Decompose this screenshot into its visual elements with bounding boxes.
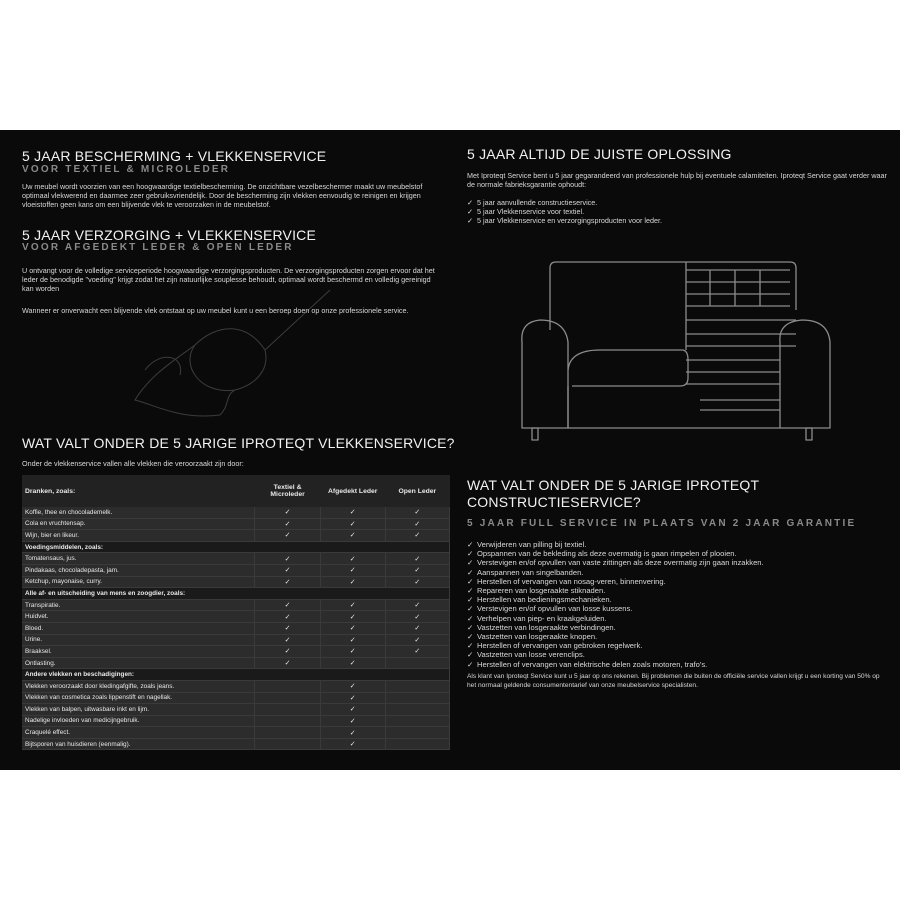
check-icon: ✓ [467, 540, 474, 549]
check-icon: ✓ [320, 599, 385, 611]
check-icon: ✓ [385, 518, 449, 530]
table-header-cell: Afgedekt Leder [320, 475, 385, 507]
right-sec1-list [467, 198, 662, 225]
list-item [467, 558, 764, 567]
check-icon: ✓ [255, 646, 320, 658]
table-cell-empty [385, 680, 449, 692]
check-icon: ✓ [467, 622, 474, 632]
check-icon: ✓ [320, 553, 385, 565]
list-item [467, 614, 764, 623]
table-cell-label: Vlekken veroorzaakt door kledingafgifte, zoals jeans. [22, 680, 255, 692]
sec3-intro: Onder de vlekkenservice vallen alle vlekken die veroorzaakt zijn door: [22, 459, 244, 468]
check-icon: ✓ [320, 518, 385, 530]
check-icon: ✓ [320, 507, 385, 518]
table-cell-label: Transpiratie. [22, 599, 255, 611]
table-cell-empty [255, 738, 320, 750]
sec1-title: 5 JAAR BESCHERMING + VLEKKENSERVICE [22, 148, 327, 164]
check-icon: ✓ [320, 715, 385, 727]
list-item: ✓ 5 jaar Vlekkenservice voor textiel. [467, 207, 585, 216]
table-row [22, 727, 450, 739]
table-row [22, 553, 450, 565]
sec1-body: Uw meubel wordt voorzien van een hoogwaardige textielbescherming. De onzichtbare vezelbeschermer maakt uw meubelstof optimaal vlekwerend en daarmee zeer gebruiksvriendelijk. Door de bescherming zijn vlekken eenvoudig te reinigen en krijgen vloeistoffen geen kans om een blijvende vlek te veroorzaken in de meubelstof. [22, 182, 423, 209]
table-row [22, 715, 450, 727]
list-item-text: Herstellen of vervangen van elektrische delen zoals motoren, trafo's. [477, 659, 708, 669]
list-item [467, 577, 764, 586]
table-header-row [22, 475, 450, 507]
table-category-row [22, 669, 450, 681]
table-category-label: Voedingsmiddelen, zoals: [22, 541, 450, 553]
check-icon: ✓ [385, 507, 449, 518]
table-row [22, 611, 450, 623]
table-category-row [22, 588, 450, 600]
table-header-cell: Textiel & Microleder [255, 475, 320, 507]
check-icon: ✓ [385, 611, 449, 623]
table-category-label: Andere vlekken en beschadigingen: [22, 669, 450, 681]
check-icon: ✓ [467, 216, 474, 225]
check-icon: ✓ [320, 692, 385, 704]
check-icon: ✓ [320, 530, 385, 542]
table-cell-label: Urine. [22, 634, 255, 646]
list-item-text: Vastzetten van losgeraakte knopen. [477, 632, 598, 642]
check-icon: ✓ [467, 650, 474, 660]
list-item [467, 568, 764, 577]
stain-coverage-table [22, 475, 450, 750]
check-icon: ✓ [385, 634, 449, 646]
table-row [22, 738, 450, 750]
list-item-text: Herstellen of vervangen van nosag-veren, binnenvering. [477, 576, 666, 586]
list-item-text: Verwijderen van pilling bij textiel. [477, 540, 587, 549]
sec1-subtitle: VOOR TEXTIEL & MICROLEDER [22, 164, 231, 175]
list-item-text: Repareren van losgeraakte stiknaden. [477, 586, 606, 596]
table-row [22, 646, 450, 658]
table-cell-label: Wijn, bier en likeur. [22, 530, 255, 542]
table-row [22, 576, 450, 588]
list-item [467, 540, 764, 549]
list-item-text: Verstevigen en/of opvullen van losse kussens. [477, 604, 633, 614]
check-icon: ✓ [320, 704, 385, 716]
sec2-body1: U ontvangt voor de volledige serviceperiode hoogwaardige verzorgingsproducten. De verzorgingsproducten zorgen ervoor dat het leder de benodigde "voeding" krijgt zodat het zijn natuurlijke souplesse behoudt, optimaal wordt beschermd en volledig gereinigd kan worden [22, 266, 435, 293]
table-category-row [22, 541, 450, 553]
table-row [22, 530, 450, 542]
table-row [22, 564, 450, 576]
check-icon: ✓ [320, 738, 385, 750]
check-icon: ✓ [255, 507, 320, 518]
check-icon: ✓ [320, 622, 385, 634]
check-icon: ✓ [255, 553, 320, 565]
check-icon: ✓ [255, 530, 320, 542]
table-cell-label: Pindakaas, chocoladepasta, jam. [22, 564, 255, 576]
check-icon: ✓ [255, 657, 320, 669]
table-header-cell: Dranken, zoals: [22, 475, 255, 507]
table-row [22, 657, 450, 669]
table-cell-label: Huidvet. [22, 611, 255, 623]
check-icon: ✓ [467, 198, 474, 207]
check-icon: ✓ [467, 641, 474, 651]
check-icon: ✓ [320, 564, 385, 576]
table-cell-label: Braaksel. [22, 646, 255, 658]
check-icon: ✓ [467, 613, 474, 623]
list-item-text: Herstellen van bedieningsmechanieken. [477, 595, 612, 605]
table-cell-label: Cola en vruchtensap. [22, 518, 255, 530]
check-icon: ✓ [467, 558, 474, 568]
check-icon: ✓ [385, 530, 449, 542]
check-icon: ✓ [255, 518, 320, 530]
table-cell-label: Vlekken van cosmetica zoals lippenstift en nagellak. [22, 692, 255, 704]
sec2-title: 5 JAAR VERZORGING + VLEKKENSERVICE [22, 227, 317, 243]
table-cell-label: Craquelé effect. [22, 727, 255, 739]
check-icon: ✓ [255, 564, 320, 576]
check-icon: ✓ [385, 646, 449, 658]
check-icon: ✓ [467, 576, 474, 586]
table-cell-label: Tomatensaus, jus. [22, 553, 255, 565]
table-row [22, 507, 450, 518]
right-sec2-title-line1: WAT VALT ONDER DE 5 JARIGE IPROTEQT [467, 477, 760, 493]
table-cell-label: Vlekken van balpen, uitwasbare inkt en lijm. [22, 704, 255, 716]
right-sec1-body: Met Iproteqt Service bent u 5 jaar gegarandeerd van professionele hulp bij eventuele calamiteiten. Iproteqt Service gaat verder waar de normale fabrieksgarantie ophoudt: [467, 171, 887, 189]
table-category-label: Alle af- en uitscheiding van mens en zoogdier, zoals: [22, 588, 450, 600]
list-item-text: Vastzetten van losgeraakte verbindingen. [477, 622, 616, 632]
right-sec2-footer: Als klant van Iproteqt Service kunt u 5 jaar op ons rekenen. Bij problemen die buiten de officiële service vallen krijgt u een korting van 50% op het normaal geldende consumententarief van onze meubelservice specialisten. [467, 673, 880, 689]
check-icon: ✓ [255, 599, 320, 611]
table-cell-empty [385, 657, 449, 669]
table-cell-empty [385, 715, 449, 727]
table-row [22, 680, 450, 692]
check-icon: ✓ [255, 622, 320, 634]
list-item [467, 641, 764, 650]
check-icon: ✓ [385, 599, 449, 611]
check-icon: ✓ [467, 659, 474, 669]
check-icon: ✓ [467, 549, 474, 559]
list-item [467, 632, 764, 641]
right-sec1-title: 5 JAAR ALTIJD DE JUISTE OPLOSSING [467, 146, 732, 162]
check-icon: ✓ [320, 634, 385, 646]
table-cell-empty [255, 704, 320, 716]
sec3-title: WAT VALT ONDER DE 5 JARIGE IPROTEQT VLEKKENSERVICE? [22, 435, 455, 451]
table-row [22, 704, 450, 716]
table-row [22, 692, 450, 704]
table-cell-empty [255, 692, 320, 704]
sec2-subtitle: VOOR AFGEDEKT LEDER & OPEN LEDER [22, 242, 294, 253]
list-item-text: Verhelpen van piep- en kraakgeluiden. [477, 613, 607, 623]
check-icon: ✓ [255, 576, 320, 588]
table-cell-empty [255, 680, 320, 692]
table-row [22, 518, 450, 530]
table-cell-label: Bloed. [22, 622, 255, 634]
construction-service-list [467, 540, 764, 669]
check-icon: ✓ [320, 576, 385, 588]
check-icon: ✓ [320, 680, 385, 692]
list-item [467, 549, 764, 558]
check-icon: ✓ [467, 567, 474, 577]
check-icon: ✓ [255, 611, 320, 623]
table-cell-label: Bijtsporen van huisdieren (eenmalig). [22, 738, 255, 750]
table-cell-empty [385, 692, 449, 704]
check-icon: ✓ [320, 646, 385, 658]
right-sec2-subtitle: 5 JAAR FULL SERVICE IN PLAATS VAN 2 JAAR GARANTIE [467, 518, 857, 529]
table-cell-empty [385, 704, 449, 716]
list-item-text: Vastzetten van losse verenclips. [477, 650, 585, 660]
list-item-text: Aanspannen van singelbanden. [477, 567, 584, 577]
sec2-body2: Wanneer er onverwacht een blijvende vlek ontstaat op uw meubel kunt u een beroep doen op onze professionele service. [22, 306, 409, 315]
check-icon: ✓ [385, 576, 449, 588]
table-cell-empty [385, 727, 449, 739]
check-icon: ✓ [385, 564, 449, 576]
table-row [22, 622, 450, 634]
list-item-text: Opspannen van de bekleding als deze overmatig is gaan rimpelen of plooien. [477, 549, 737, 559]
check-icon: ✓ [467, 207, 474, 216]
table-cell-label: Ketchup, mayonaise, curry. [22, 576, 255, 588]
list-item [467, 595, 764, 604]
table-row [22, 599, 450, 611]
list-item [467, 586, 764, 595]
list-item-text: Herstellen of vervangen van gebroken regelwerk. [477, 641, 643, 651]
right-sec2-title-line2: CONSTRUCTIESERVICE? [467, 494, 641, 510]
table-cell-empty [255, 727, 320, 739]
table-cell-empty [255, 715, 320, 727]
check-icon: ✓ [467, 595, 474, 605]
table-cell-empty [385, 738, 449, 750]
list-item: ✓ 5 jaar aanvullende constructieservice. [467, 198, 598, 207]
check-icon: ✓ [467, 632, 474, 642]
check-icon: ✓ [320, 611, 385, 623]
table-row [22, 634, 450, 646]
table-header-cell: Open Leder [385, 475, 449, 507]
list-item: ✓ 5 jaar Vlekkenservice en verzorgingsproducten voor leder. [467, 216, 662, 225]
table-cell-label: Ontlasting. [22, 657, 255, 669]
check-icon: ✓ [320, 727, 385, 739]
check-icon: ✓ [320, 657, 385, 669]
check-icon: ✓ [467, 586, 474, 596]
list-item [467, 660, 764, 669]
brochure-sheet [0, 130, 900, 770]
list-item-text: Verstevigen en/of opvullen van vaste zittingen als deze overmatig zijn gaan inzakken. [477, 558, 764, 568]
sofa-cutaway-illustration [510, 250, 840, 450]
list-item [467, 650, 764, 659]
table-cell-label: Koffie, thee en chocolademelk. [22, 507, 255, 518]
check-icon: ✓ [467, 604, 474, 614]
list-item [467, 623, 764, 632]
check-icon: ✓ [385, 553, 449, 565]
wine-glass-splash-illustration [125, 280, 355, 430]
list-item [467, 604, 764, 613]
check-icon: ✓ [385, 622, 449, 634]
check-icon: ✓ [255, 634, 320, 646]
table-cell-label: Nadelige invloeden van medicijngebruik. [22, 715, 255, 727]
